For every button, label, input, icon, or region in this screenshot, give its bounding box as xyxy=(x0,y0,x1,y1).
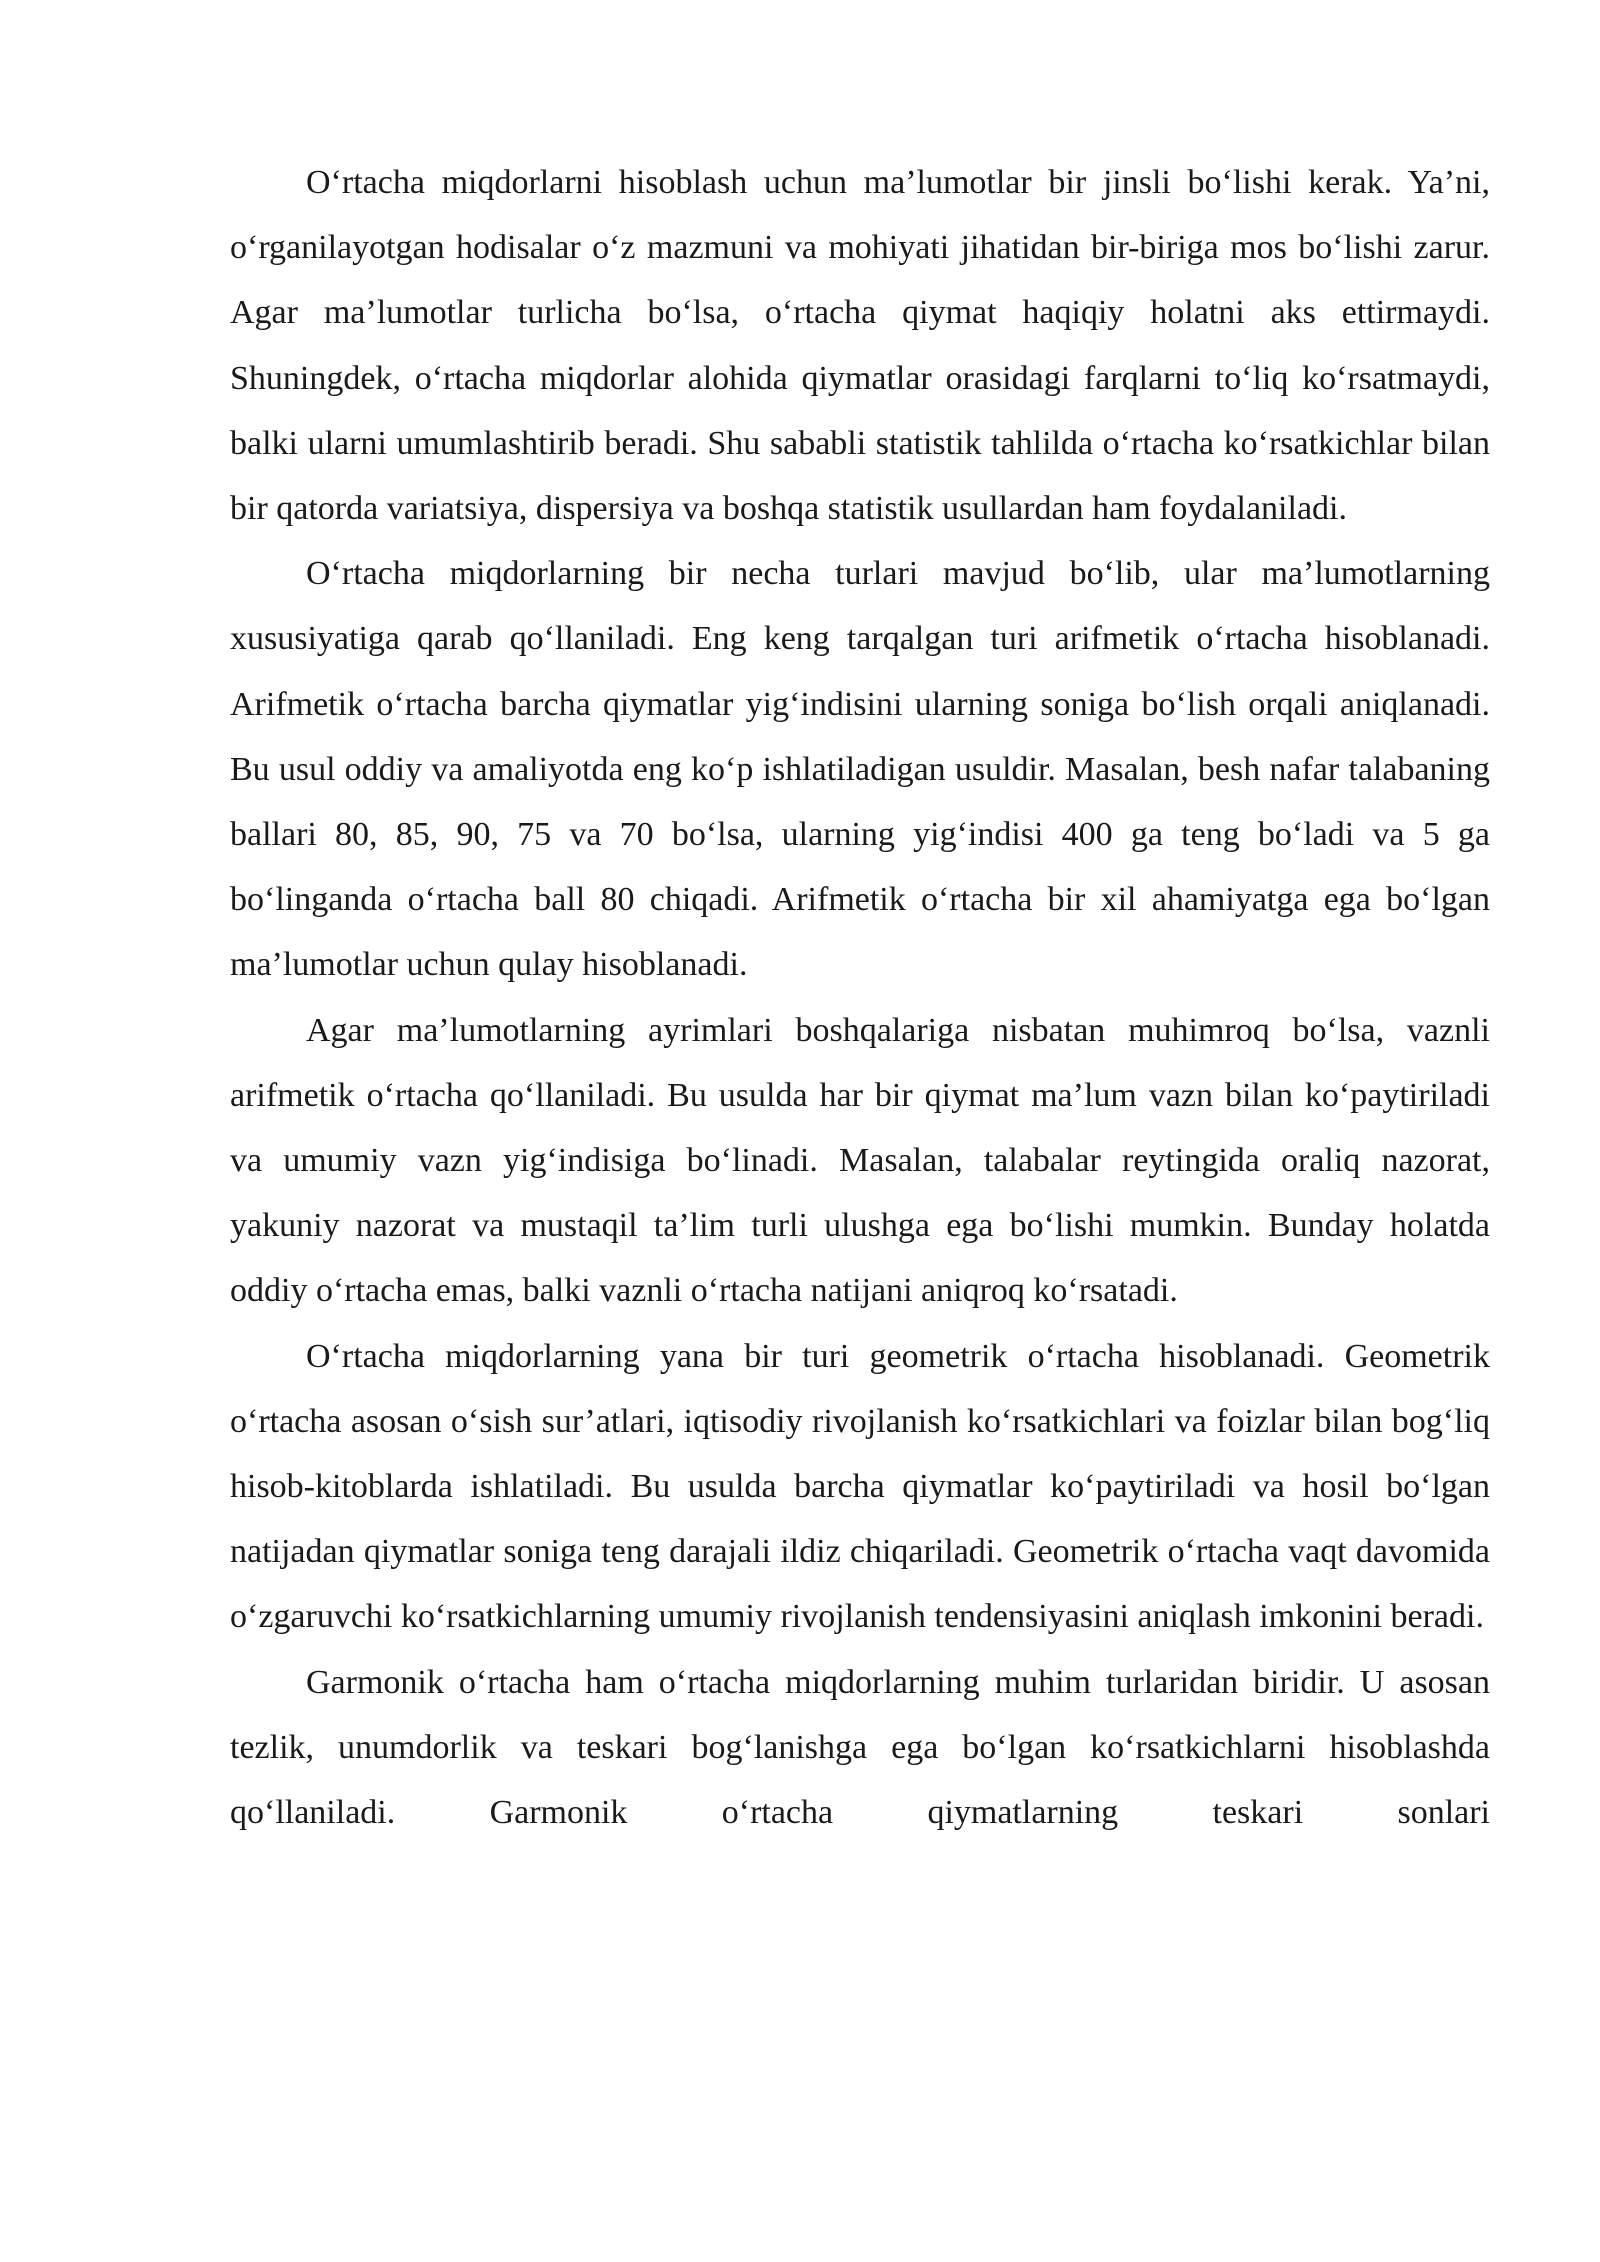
paragraph-3: Agar ma’lumotlarning ayrimlari boshqalariga nisbatan muhimroq bo‘lsa, vaznli arifmetik o‘rtacha qo‘llaniladi. Bu usulda har bir qiymat ma’lum vazn bilan ko‘paytiriladi va umumiy vazn yig‘indisiga bo‘linadi. Masalan, talabalar reytingida oraliq nazorat, yakuniy nazorat va mustaqil ta’lim turli ulushga ega bo‘lishi mumkin. Bunday holatda oddiy o‘rtacha emas, balki vaznli o‘rtacha natijani aniqroq ko‘rsatadi. xyxy=(230,1011,1490,1310)
paragraph-1: O‘rtacha miqdorlarni hisoblash uchun ma’lumotlar bir jinsli bo‘lishi kerak. Ya’ni, o‘rganilayotgan hodisalar o‘z mazmuni va mohiyati jihatidan bir-biriga mos bo‘lishi zarur. Agar ma’lumotlar turlicha bo‘lsa, o‘rtacha qiymat haqiqiy holatni aks ettirmaydi. Shuningdek, o‘rtacha miqdorlar alohida qiymatlar orasidagi farqlarni to‘liq ko‘rsatmaydi, balki ularni umumlashtirib beradi. Shu sababli statistik tahlilda o‘rtacha ko‘rsatkichlar bilan bir qatorda variatsiya, dispersiya va boshqa statistik usullardan ham foydalaniladi. xyxy=(230,164,1490,528)
paragraph-4: O‘rtacha miqdorlarning yana bir turi geometrik o‘rtacha hisoblanadi. Geometrik o‘rtacha asosan o‘sish sur’atlari, iqtisodiy rivojlanish ko‘rsatkichlari va foizlar bilan bog‘liq hisob-kitoblarda ishlatiladi. Bu usulda barcha qiymatlar ko‘paytiriladi va hosil bo‘lgan natijadan qiymatlar soniga teng darajali ildiz chiqariladi. Geometrik o‘rtacha vaqt davomida o‘zgaruvchi ko‘rsatkichlarning umumiy rivojlanish tendensiyasini aniqlash imkonini beradi. xyxy=(230,1337,1490,1636)
document-body xyxy=(230,150,1490,1845)
paragraph-5: Garmonik o‘rtacha ham o‘rtacha miqdorlarning muhim turlaridan biridir. U asosan tezlik, unumdorlik va teskari bog‘lanishga ega bo‘lgan ko‘rsatkichlarni hisoblashda qo‘llaniladi. Garmonik o‘rtacha qiymatlarning teskari sonlari xyxy=(230,1663,1490,1832)
paragraph-2: O‘rtacha miqdorlarning bir necha turlari mavjud bo‘lib, ular ma’lumotlarning xususiyatiga qarab qo‘llaniladi. Eng keng tarqalgan turi arifmetik o‘rtacha hisoblanadi. Arifmetik o‘rtacha barcha qiymatlar yig‘indisini ularning soniga bo‘lish orqali aniqlanadi. Bu usul oddiy va amaliyotda eng ko‘p ishlatiladigan usuldir. Masalan, besh nafar talabaning ballari 80, 85, 90, 75 va 70 bo‘lsa, ularning yig‘indisi 400 ga teng bo‘ladi va 5 ga bo‘linganda o‘rtacha ball 80 chiqadi. Arifmetik o‘rtacha bir xil ahamiyatga ega bo‘lgan ma’lumotlar uchun qulay hisoblanadi. xyxy=(230,555,1490,984)
